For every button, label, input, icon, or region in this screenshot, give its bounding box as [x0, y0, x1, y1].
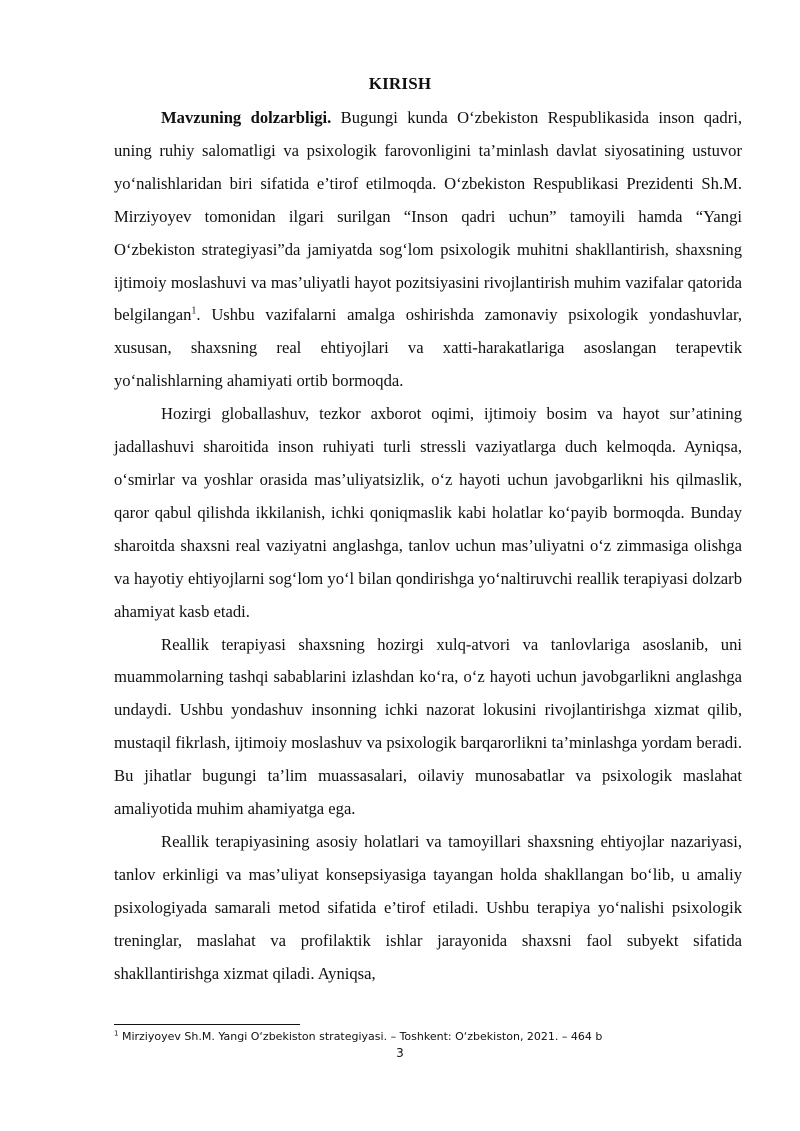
footnote — [114, 1030, 742, 1044]
paragraph-text-continued: . Ushbu vazifalarni amalga oshirishda zamonaviy psixologik yondashuvlar, xususan, shaxsning real ehtiyojlari va xatti-harakatlariga asoslangan terapevtik yo‘nalishlarning ahamiyati ortib bormoqda. — [114, 305, 742, 391]
paragraph-lead: Mavzuning dolzarbligi. — [161, 108, 332, 127]
footnote-mark: 1 — [114, 1029, 119, 1038]
page-number: 3 — [396, 1046, 404, 1060]
section-heading: KIRISH — [368, 74, 432, 93]
paragraph-reality-therapy: Reallik terapiyasi shaxsning hozirgi xulq-atvori va tanlovlariga asoslanib, uni muammolarning tashqi sabablarini izlashdan ko‘ra, o‘z hayoti uchun javobgarlikni anglashga undaydi. Ushbu yondashuv insonning ichki nazorat lokusini rivojlantirishga xizmat qilib, mustaqil fikrlash, ijtimoiy moslashuv va psixologik barqarorlikni ta’minlashga yordam beradi. Bu jihatlar bugungi ta’lim muassasalari, oilaviy munosabatlar va psixologik maslahat amaliyotida muhim ahamiyatga ega. — [114, 634, 742, 819]
body-text — [114, 102, 742, 990]
paragraph-text: Bugungi kunda O‘zbekiston Respublikasida inson qadri, uning ruhiy salomatligi va psixologik farovonligini ta’minlash davlat siyosatining ustuvor yo‘nalishlaridan biri sifatida e’tirof etilmoqda. O‘zbekiston Respublikasi Prezidenti Sh.M. Mirziyoyev tomonidan ilgari surilgan “Inson qadri uchun” tamoyili hamda “Yangi O‘zbekiston strategiyasi”da jamiyatda sog‘lom psixologik muhitni shakllantirish, shaxsning ijtimoiy moslashuvi va mas’uliyatli hayot pozitsiyasini rivojlantirish muhim vazifalar qatorida belgilangan — [114, 108, 743, 325]
paragraph-relevance — [114, 102, 742, 398]
footnote-separator — [114, 1024, 300, 1025]
footnote-text: Mirziyoyev Sh.M. Yangi O‘zbekiston strategiyasi. – Toshkent: O‘zbekiston, 2021. – 464 b — [118, 1030, 603, 1043]
paragraph-globalization: Hozirgi globallashuv, tezkor axborot oqimi, ijtimoiy bosim va hayot sur’atining jadallashuvi sharoitida inson ruhiyati turli stressli vaziyatlarga duch kelmoqda. Ayniqsa, o‘smirlar va yoshlar orasida mas’uliyatsizlik, o‘z hayoti uchun javobgarlikni his qilmaslik, qaror qabul qilishda ikkilanish, ichki qoniqmaslik kabi holatlar ko‘payib bormoqda. Bunday sharoitda shaxsni real vaziyatni anglashga, tanlov uchun mas’uliyatni o‘z zimmasiga olishga va hayotiy ehtiyojlarni sog‘lom yo‘l bilan qondirishga yo‘naltiruvchi reallik terapiyasi dolzarb ahamiyat kasb etadi. — [114, 404, 742, 621]
paragraph-principles: Reallik terapiyasining asosiy holatlari va tamoyillari shaxsning ehtiyojlar nazariyasi, tanlov erkinligi va mas’uliyat konsepsiyasiga tayangan holda shakllangan bo‘lib, u amaliy psixologiyada samarali metod sifatida e’tirof etiladi. Ushbu terapiya yo‘nalishi psixologik treninglar, maslahat va profilaktik ishlar jarayonida shaxsni faol subyekt sifatida shakllantirishga xizmat qiladi. Ayniqsa, — [114, 831, 742, 983]
footnote-reference: 1 — [191, 305, 197, 317]
